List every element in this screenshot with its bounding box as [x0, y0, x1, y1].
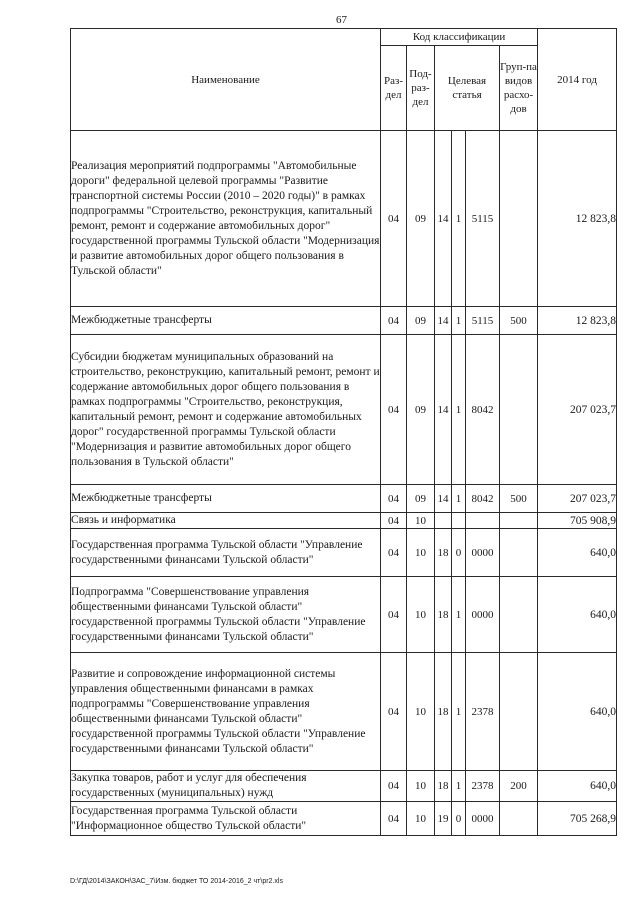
- cell-vr: [500, 653, 538, 771]
- cell-vr: [500, 802, 538, 836]
- cell-amount: 12 823,8: [538, 131, 617, 307]
- budget-table: [70, 28, 617, 836]
- table-row: [71, 335, 617, 485]
- cell-rz: 04: [381, 653, 407, 771]
- cell-c1: [435, 513, 452, 529]
- cell-name: Развитие и сопровождение информационной системы управления общественными финансами в рамках подпрограммы "Совершенствование управления общественными финансами Тульской области" государственной программы Тульской области "Управление государственными финансами Тульской области": [71, 653, 381, 771]
- header-code-group: Код классификации: [381, 29, 538, 46]
- cell-c2: 1: [452, 335, 466, 485]
- cell-name: Межбюджетные трансферты: [71, 485, 381, 513]
- cell-name: Государственная программа Тульской области "Информационное общество Тульской области": [71, 802, 381, 836]
- table-row: [71, 529, 617, 577]
- cell-amount: 207 023,7: [538, 485, 617, 513]
- cell-c3: 5115: [466, 307, 500, 335]
- cell-name: Подпрограмма "Совершенствование управления общественными финансами Тульской области" государственной программы Тульской области "Управление государственными финансами Тульской области": [71, 577, 381, 653]
- table-row: [71, 802, 617, 836]
- header-target: Целевая статья: [435, 46, 500, 131]
- header-name: Наименование: [71, 29, 381, 131]
- cell-c1: 18: [435, 771, 452, 802]
- table-row: [71, 771, 617, 802]
- cell-c3: 2378: [466, 771, 500, 802]
- header-year: 2014 год: [538, 29, 617, 131]
- cell-c3: 0000: [466, 802, 500, 836]
- cell-pr: 10: [407, 529, 435, 577]
- table-row: [71, 513, 617, 529]
- cell-vr: 500: [500, 307, 538, 335]
- cell-amount: 640,0: [538, 529, 617, 577]
- cell-c1: 14: [435, 335, 452, 485]
- cell-c3: 0000: [466, 577, 500, 653]
- cell-name: Закупка товаров, работ и услуг для обеспечения государственных (муниципальных) нужд: [71, 771, 381, 802]
- cell-vr: [500, 577, 538, 653]
- cell-pr: 09: [407, 131, 435, 307]
- cell-c1: 14: [435, 307, 452, 335]
- cell-c1: 18: [435, 577, 452, 653]
- cell-pr: 10: [407, 771, 435, 802]
- cell-c2: 1: [452, 577, 466, 653]
- cell-rz: 04: [381, 771, 407, 802]
- cell-amount: 640,0: [538, 653, 617, 771]
- cell-rz: 04: [381, 307, 407, 335]
- cell-name: Реализация мероприятий подпрограммы "Автомобильные дороги" федеральной целевой программы "Развитие транспортной системы России (2010 – 2020 годы)" в рамках подпрограммы "Строительство, реконструкция, капитальный ремонт, ремонт и содержание автомобильных дорог" государственной программы Тульской области "Модернизация и развитие автомобильных дорог общего пользования в Тульской области": [71, 131, 381, 307]
- cell-c1: 14: [435, 485, 452, 513]
- table-row: [71, 653, 617, 771]
- cell-name: Государственная программа Тульской области "Управление государственными финансами Тульской области": [71, 529, 381, 577]
- cell-pr: 10: [407, 513, 435, 529]
- cell-pr: 09: [407, 335, 435, 485]
- cell-rz: 04: [381, 802, 407, 836]
- cell-vr: [500, 131, 538, 307]
- cell-vr: 500: [500, 485, 538, 513]
- cell-amount: 640,0: [538, 771, 617, 802]
- cell-pr: 09: [407, 307, 435, 335]
- cell-vr: [500, 529, 538, 577]
- cell-name: Связь и информатика: [71, 513, 381, 529]
- cell-rz: 04: [381, 529, 407, 577]
- cell-rz: 04: [381, 485, 407, 513]
- cell-rz: 04: [381, 513, 407, 529]
- table-row: [71, 577, 617, 653]
- cell-vr: 200: [500, 771, 538, 802]
- footer-file-path: D:\ГД\2014\ЗАКОН\ЗАС_7\Изм. бюджет ТО 2014-2016_2 чт\pr2.xls: [70, 878, 283, 885]
- cell-c2: 1: [452, 307, 466, 335]
- cell-pr: 10: [407, 577, 435, 653]
- cell-amount: 705 268,9: [538, 802, 617, 836]
- cell-c3: 0000: [466, 529, 500, 577]
- cell-c1: 18: [435, 529, 452, 577]
- table-row: [71, 307, 617, 335]
- cell-rz: 04: [381, 335, 407, 485]
- cell-c1: 19: [435, 802, 452, 836]
- cell-pr: 10: [407, 802, 435, 836]
- cell-pr: 09: [407, 485, 435, 513]
- cell-rz: 04: [381, 577, 407, 653]
- cell-c1: 18: [435, 653, 452, 771]
- cell-rz: 04: [381, 131, 407, 307]
- header-section: Раз-дел: [381, 46, 407, 131]
- cell-amount: 207 023,7: [538, 335, 617, 485]
- cell-c2: 0: [452, 802, 466, 836]
- cell-c2: 1: [452, 131, 466, 307]
- cell-name: Межбюджетные трансферты: [71, 307, 381, 335]
- cell-c3: 2378: [466, 653, 500, 771]
- header-expense-group: Груп-па видов расхо-дов: [500, 46, 538, 131]
- cell-vr: [500, 335, 538, 485]
- cell-amount: 705 908,9: [538, 513, 617, 529]
- header-subsection: Под-раз-дел: [407, 46, 435, 131]
- cell-c1: 14: [435, 131, 452, 307]
- cell-c2: 1: [452, 653, 466, 771]
- cell-c3: [466, 513, 500, 529]
- cell-name: Субсидии бюджетам муниципальных образований на строительство, реконструкцию, капитальный ремонт, ремонт и содержание автомобильных дорог общего пользования в рамках подпрограммы "Строительство, реконструкция, капитальный ремонт, ремонт и содержание автомобильных дорог" государственной программы Тульской области "Модернизация и развитие автомобильных дорог общего пользования в Тульской области": [71, 335, 381, 485]
- cell-c2: 0: [452, 529, 466, 577]
- cell-pr: 10: [407, 653, 435, 771]
- cell-amount: 12 823,8: [538, 307, 617, 335]
- cell-vr: [500, 513, 538, 529]
- cell-amount: 640,0: [538, 577, 617, 653]
- cell-c3: 8042: [466, 335, 500, 485]
- cell-c2: 1: [452, 771, 466, 802]
- table-row: [71, 131, 617, 307]
- cell-c3: 5115: [466, 131, 500, 307]
- cell-c2: [452, 513, 466, 529]
- cell-c3: 8042: [466, 485, 500, 513]
- cell-c2: 1: [452, 485, 466, 513]
- table-row: [71, 485, 617, 513]
- page-number: 67: [336, 14, 347, 26]
